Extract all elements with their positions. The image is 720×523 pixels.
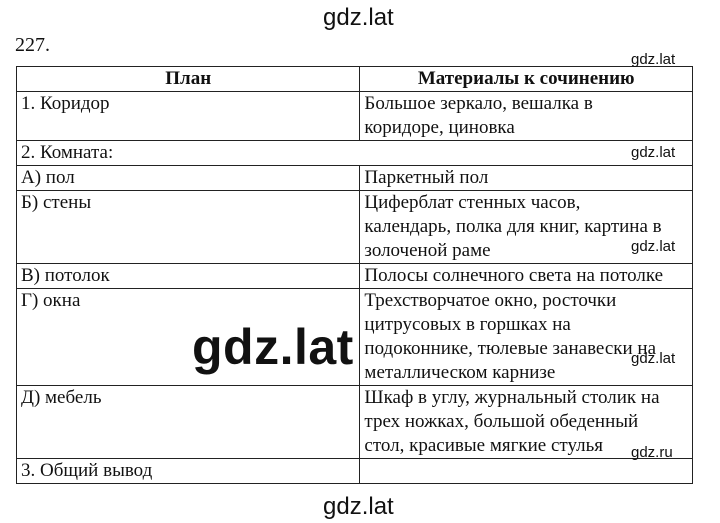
- table-row: [17, 141, 693, 166]
- watermark-small: gdz.lat: [631, 350, 676, 367]
- materials-line: цитрусовых в горшках на: [364, 314, 571, 335]
- materials-line: трех ножках, большой обеденный: [364, 411, 639, 432]
- materials-line: календарь, полка для книг, картина в: [364, 216, 662, 237]
- watermark-top: gdz.lat: [323, 4, 394, 31]
- table-row: [17, 289, 693, 386]
- header-plan: План: [17, 67, 360, 92]
- materials-line: стол, красивые мягкие стулья: [364, 435, 603, 456]
- plan-cell: Г) окна: [17, 289, 360, 386]
- materials-line: Циферблат стенных часов,: [364, 192, 581, 213]
- table-row: [17, 166, 693, 191]
- materials-line: коридоре, циновка: [364, 117, 515, 138]
- watermark-small: gdz.ru: [631, 444, 673, 461]
- materials-line: золоченой раме: [364, 240, 491, 261]
- plan-cell: А) пол: [17, 166, 360, 191]
- table-row: [17, 386, 693, 459]
- watermark-small: gdz.lat: [631, 238, 676, 255]
- watermark-small: gdz.lat: [631, 51, 676, 68]
- header-materials: Материалы к сочинению: [360, 67, 693, 92]
- materials-line: Большое зеркало, вешалка в: [364, 93, 593, 114]
- essay-plan-table: [16, 66, 693, 484]
- task-number: 227.: [15, 34, 50, 56]
- watermark-small: gdz.lat: [631, 144, 676, 161]
- table-header-row: [17, 67, 693, 92]
- materials-line: Паркетный пол: [364, 167, 489, 188]
- plan-cell: 3. Общий вывод: [17, 459, 360, 484]
- materials-line: Трехстворчатое окно, росточки: [364, 290, 617, 311]
- watermark-center: gdz.lat: [192, 319, 354, 375]
- materials-cell-empty: [360, 459, 693, 484]
- plan-cell-merged: 2. Комната:: [17, 141, 693, 166]
- table-row: [17, 92, 693, 141]
- materials-cell: [360, 166, 693, 191]
- materials-cell: [360, 92, 693, 141]
- materials-line: Полосы солнечного света на потолке: [364, 265, 664, 286]
- materials-cell: [360, 264, 693, 289]
- plan-cell: Д) мебель: [17, 386, 360, 459]
- materials-line: металлическом карнизе: [364, 362, 556, 383]
- materials-cell: [360, 289, 693, 386]
- table-row: [17, 459, 693, 484]
- materials-line: подоконнике, тюлевые занавески на: [364, 338, 657, 359]
- plan-cell: В) потолок: [17, 264, 360, 289]
- table-row: [17, 264, 693, 289]
- plan-cell: 1. Коридор: [17, 92, 360, 141]
- materials-line: Шкаф в углу, журнальный столик на: [364, 387, 660, 408]
- plan-cell: Б) стены: [17, 191, 360, 264]
- watermark-bottom: gdz.lat: [323, 493, 394, 520]
- table-row: [17, 191, 693, 264]
